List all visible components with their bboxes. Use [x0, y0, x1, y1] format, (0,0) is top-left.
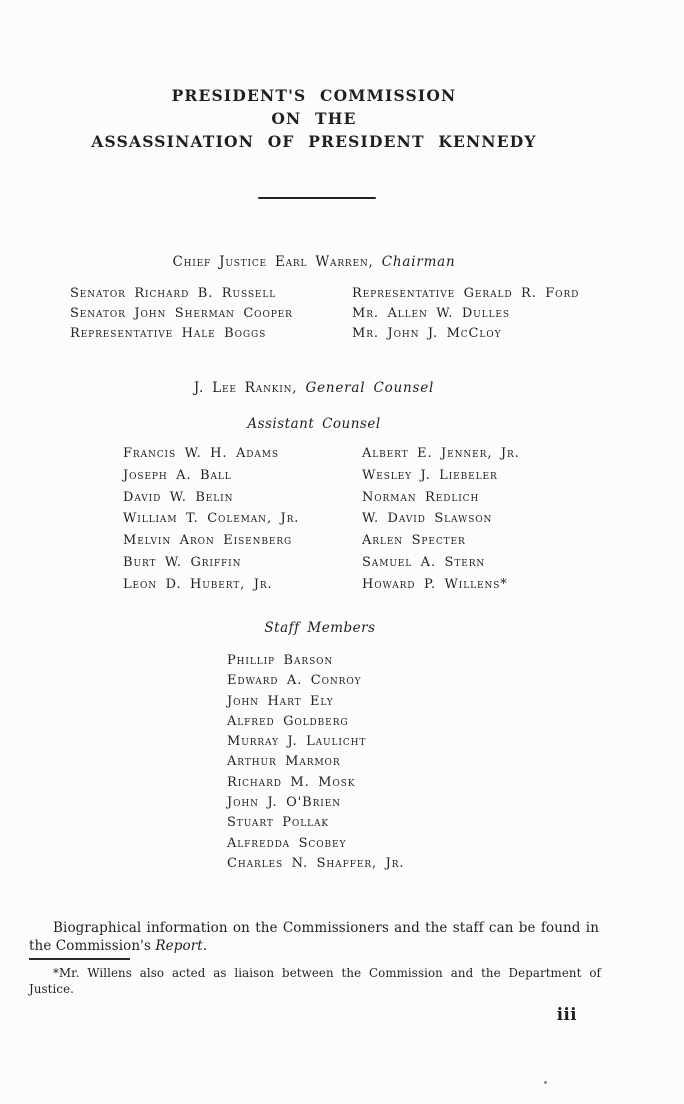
assistant-counsel-name: Howard P. Willens*: [362, 576, 508, 592]
assistant-counsel-name: Norman Redlich: [362, 489, 480, 505]
staff-member-name: Alfredda Scobey: [227, 835, 347, 851]
staff-member-name: Phillip Barson: [227, 653, 334, 668]
assistant-counsel-name: David W. Belin: [123, 489, 234, 505]
footnote-line-2: Justice.: [29, 982, 75, 997]
staff-member-name: Richard M. Mosk: [227, 774, 356, 790]
report-title-italic: Report: [155, 937, 203, 954]
chairman-line: [0, 254, 628, 270]
assistant-counsel-name: Wesley J. Liebeler: [362, 467, 498, 483]
staff-member-name: John Hart Ely: [227, 693, 334, 709]
staff-member-name: John J. O'Brien: [227, 795, 341, 811]
commissioners-left-column: [70, 284, 352, 343]
assistant-counsel-name: Francis W. H. Adams: [123, 446, 279, 461]
staff-member-name: Stuart Pollak: [227, 815, 329, 831]
assistant-counsel-heading: Assistant Counsel: [247, 416, 381, 432]
staff-member-name: Edward A. Conroy: [227, 673, 362, 689]
title-line-1: PRESIDENT'S COMMISSION: [171, 86, 457, 105]
document-title: [0, 84, 628, 153]
staff-member-name: Arthur Marmor: [227, 754, 341, 770]
title-line-3: ASSASSINATION OF PRESIDENT KENNEDY: [91, 132, 537, 151]
chairman-name: Chief Justice Earl Warren,: [172, 254, 374, 270]
biographical-note: [29, 920, 599, 955]
staff-members-list: [227, 651, 404, 874]
biographical-note-line-1: Biographical information on the Commissioners and the staff can be found in: [53, 920, 599, 936]
bio-note-period: .: [202, 937, 208, 954]
page-number: iii: [556, 1005, 577, 1024]
commissioners-list: [70, 284, 579, 343]
general-counsel-name: J. Lee Rankin,: [193, 380, 298, 396]
bio-note-text: the Commission's: [29, 937, 156, 954]
assistant-counsel-list: [123, 443, 520, 596]
biographical-note-line-2: [29, 938, 599, 956]
staff-members-heading: Staff Members: [264, 620, 376, 636]
commissioner-name: Mr. Allen W. Dulles: [352, 305, 510, 321]
assistant-counsel-name: W. David Slawson: [362, 511, 493, 527]
footnote-separator-rule: [29, 958, 130, 960]
staff-member-name: Charles N. Shaffer, Jr.: [227, 855, 405, 871]
assistant-counsel-name: Joseph A. Ball: [123, 467, 232, 483]
commissioner-name: Representative Hale Boggs: [70, 325, 267, 341]
assistant-counsel-name: William T. Coleman, Jr.: [123, 511, 300, 527]
chairman-role: Chairman: [381, 254, 456, 270]
commissioner-name: Senator John Sherman Cooper: [70, 305, 293, 321]
scan-speck-artifact: [544, 1081, 547, 1084]
assistant-counsel-name: Leon D. Hubert, Jr.: [123, 576, 273, 592]
title-divider-rule: [258, 197, 376, 199]
assistant-counsel-name: Arlen Specter: [362, 533, 466, 549]
assistant-counsel-name: Albert E. Jenner, Jr.: [362, 446, 520, 461]
footnote: [29, 965, 601, 997]
commissioners-right-column: [352, 284, 579, 343]
assistant-counsel-right-column: [362, 443, 520, 596]
staff-member-name: Murray J. Laulicht: [227, 734, 367, 750]
assistant-counsel-name: Burt W. Griffin: [123, 554, 242, 570]
staff-member-name: Alfred Goldberg: [227, 713, 349, 729]
commissioner-name: Mr. John J. McCloy: [352, 325, 502, 341]
general-counsel-line: [0, 380, 628, 396]
commissioner-name: Representative Gerald R. Ford: [352, 286, 580, 301]
assistant-counsel-name: Samuel A. Stern: [362, 554, 486, 570]
footnote-line-1: *Mr. Willens also acted as liaison between the Commission and the Department of: [53, 966, 601, 980]
assistant-counsel-left-column: [123, 443, 362, 596]
title-line-2: ON THE: [271, 109, 357, 128]
general-counsel-role: General Counsel: [305, 380, 435, 396]
commissioner-name: Senator Richard B. Russell: [70, 286, 277, 301]
assistant-counsel-name: Melvin Aron Eisenberg: [123, 533, 293, 549]
